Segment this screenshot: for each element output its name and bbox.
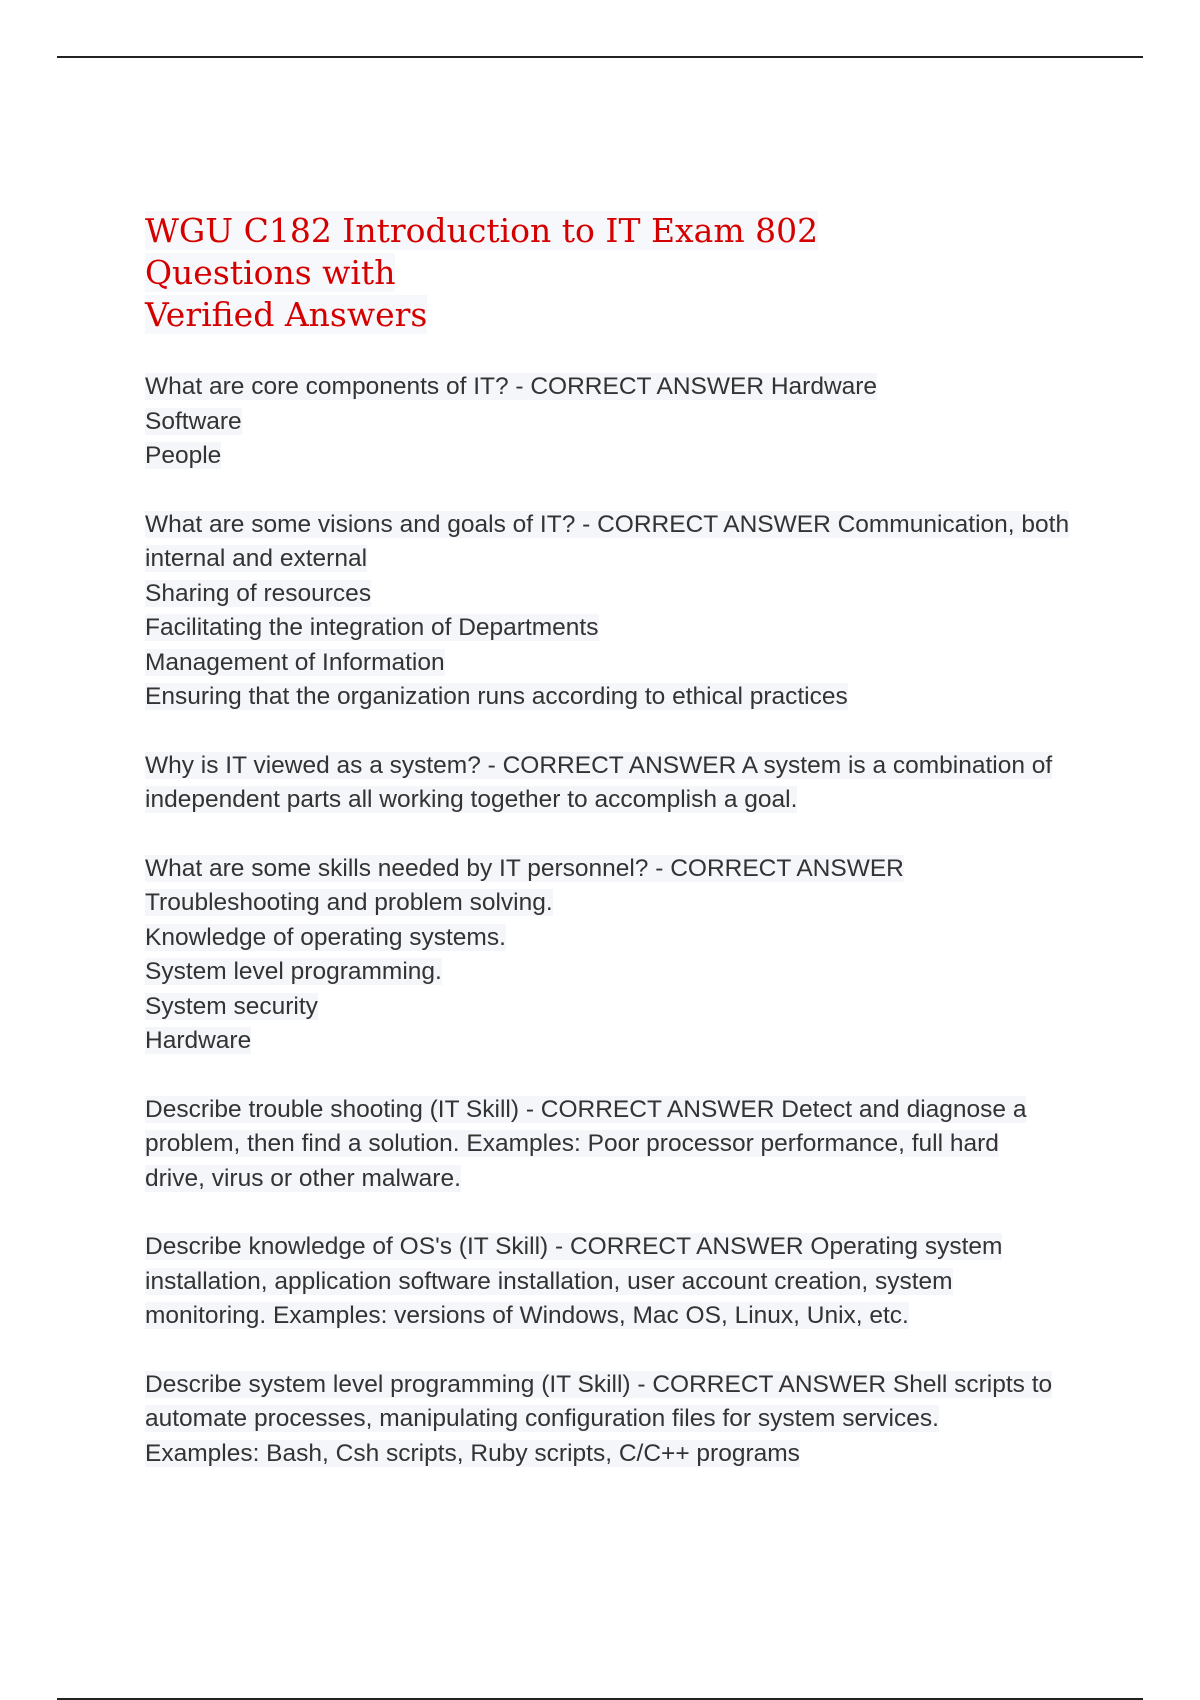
qa-line: People: [145, 442, 222, 469]
title-line: WGU C182 Introduction to IT Exam 802 Questions with: [145, 211, 819, 292]
qa-line: Sharing of resources: [145, 579, 372, 607]
document-title: [145, 210, 995, 336]
qa-line: internal and external: [145, 545, 368, 572]
qa-line: What are some skills needed by IT personnel? - CORRECT ANSWER: [145, 854, 904, 882]
qa-line: Knowledge of operating systems.: [145, 923, 506, 951]
qa-entry: [145, 1368, 1095, 1472]
qa-list: [145, 370, 1095, 1471]
qa-line: Ensuring that the organization runs according to ethical practices: [145, 683, 848, 710]
qa-line: Describe system level programming (IT Skill) - CORRECT ANSWER Shell scripts to: [145, 1370, 1053, 1398]
qa-line: installation, application software installation, user account creation, system: [145, 1267, 953, 1295]
qa-line: System security: [145, 992, 318, 1020]
qa-line: What are core components of IT? - CORRECT ANSWER Hardware: [145, 373, 878, 400]
qa-line: problem, then find a solution. Examples: Poor processor performance, full hard: [145, 1130, 999, 1157]
qa-line: What are some visions and goals of IT? - CORRECT ANSWER Communication, both: [145, 510, 1070, 538]
qa-entry: [145, 852, 1095, 1059]
qa-entry: [145, 1093, 1095, 1197]
document-body: [145, 210, 1095, 1505]
qa-entry: [145, 370, 1095, 474]
qa-line: drive, virus or other malware.: [145, 1164, 461, 1192]
qa-entry: [145, 1230, 1095, 1334]
qa-line: Troubleshooting and problem solving.: [145, 889, 553, 916]
qa-line: monitoring. Examples: versions of Windows, Mac OS, Linux, Unix, etc.: [145, 1302, 909, 1329]
qa-line: System level programming.: [145, 958, 442, 985]
qa-line: Hardware: [145, 1027, 252, 1054]
qa-line: Examples: Bash, Csh scripts, Ruby scripts, C/C++ programs: [145, 1439, 800, 1467]
qa-entry: [145, 508, 1095, 715]
qa-line: Describe trouble shooting (IT Skill) - CORRECT ANSWER Detect and diagnose a: [145, 1095, 1027, 1123]
qa-line: Why is IT viewed as a system? - CORRECT ANSWER A system is a combination of: [145, 751, 1053, 779]
qa-line: Describe knowledge of OS's (IT Skill) - CORRECT ANSWER Operating system: [145, 1233, 1003, 1260]
title-line: Verified Answers: [145, 295, 428, 334]
qa-line: automate processes, manipulating configuration files for system services.: [145, 1405, 939, 1432]
qa-line: independent parts all working together to accomplish a goal.: [145, 786, 798, 813]
top-rule: [57, 56, 1143, 58]
qa-entry: [145, 749, 1095, 818]
qa-line: Facilitating the integration of Departments: [145, 614, 599, 641]
qa-line: Software: [145, 407, 242, 435]
qa-line: Management of Information: [145, 648, 445, 676]
